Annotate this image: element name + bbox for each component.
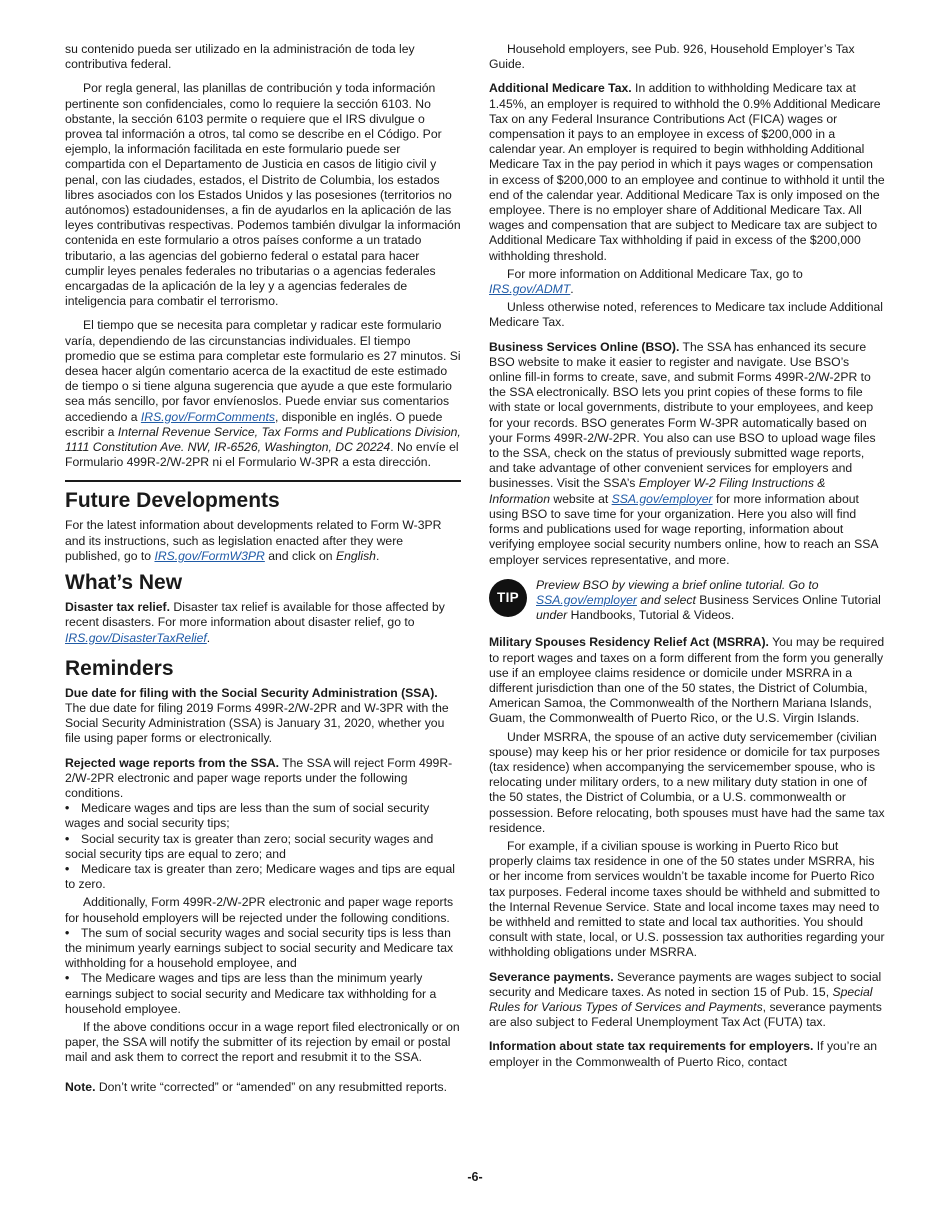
- tip-box: [489, 578, 885, 624]
- heading-future-developments: Future Developments: [65, 489, 280, 513]
- paragraph-state-tax: Information about state tax requirements for employers. If you’re an employer in the Commonwealth of Puerto Rico, contact: [489, 1039, 878, 1069]
- paragraph: For example, if a civilian spouse is working in Puerto Rico but properly claims tax residence in one of the 50 states under MSRRA, his or her income from services wouldn’t be taxable income for Puerto Rico tax purposes. Federal income taxes should be withheld and submitted to the Internal Revenue Service. State and local income taxes may need to be withheld and remitted to state and local tax authorities. You should consult with state, local, or U.S. possession tax authorities regarding your withholding obligations under MSRRA.: [489, 838, 885, 960]
- tip-icon: TIP: [489, 579, 527, 617]
- paragraph-disaster: Disaster tax relief. Disaster tax relief is available for those affected by recent disasters. For more information about disaster relief, go to IRS.gov/DisasterTaxRelief.: [65, 600, 445, 645]
- paragraph-amt-more: For more information on Additional Medicare Tax, go to IRS.gov/ADMT.: [489, 266, 803, 297]
- paragraph-amt: Additional Medicare Tax. In addition to withholding Medicare tax at 1.45%, an employer is required to withhold the 0.9% Additional Medicare Tax on any Federal Insurance Contributions Act (FICA) wages or compensation it pays to an employee in excess of $200,000 in a calendar year. An employer is required to begin withholding Additional Medicare Tax in the pay period in which it pays wages or compensation in excess of $200,000 to an employee and continue to withhold it until the end of the calendar year. Additional Medicare Tax is only imposed on the employee. There is no employer share of Additional Medicare Tax. All wages and compensation that are subject to Medicare tax are subject to Additional Medicare Tax withholding if paid in excess of the $200,000 withholding threshold.: [489, 81, 885, 263]
- heading-reminders: Reminders: [65, 656, 174, 680]
- paragraph: Por regla general, las planillas de contribución y toda información pertinente son confidenciales, como lo requiere la sección 6103. No obstante, la sección 6103 permite o requiere que el IRS divulgue o provea tal información a otros, tal como se describe en el Código. Por ejemplo, la información facilitada en este formulario puede ser compartida con el Departamento de Justicia en casos de litigio civil y penal, con las ciudades, estados, el Distrito de Columbia, los estados libres asociados con los Estados Unidos y las posesiones (territorios no autónomos) estadounidenses, a fin de ayudarlos en la aplicación de las leyes contributivas respectivas. Podemos también divulgar la información contenida en este formulario a otros países conforme a un tratado tributario, a las agencias del gobierno federal o estatal para hacer cumplir leyes penales federales no tributarias o a agencias federales encargadas de la aplicación de la ley y a agencias federales de inteligencia para combatir el terrorismo.: [65, 81, 461, 309]
- paragraph-future: For the latest information about developments related to Form W-3PR and its instructions, such as legislation enacted after they were published, go to IRS.gov/FormW3PR and click on English.: [65, 518, 442, 563]
- disaster-relief-link[interactable]: IRS.gov/DisasterTaxRelief: [65, 630, 207, 645]
- ssa-employer-tip-link[interactable]: SSA.gov/employer: [536, 592, 637, 607]
- list-item: • The Medicare wages and tips are less than the minimum yearly earnings subject to social security and Medicare tax withholding for a household employee.: [65, 971, 437, 1016]
- paragraph-msrra: Military Spouses Residency Relief Act (MSRRA). You may be required to report wages and taxes on a form different from the form you generally use if an employee claims residence or domicile under MSRRA in a different jurisdiction than one of the 50 states, the District of Columbia, American Samoa, the Commonwealth of the Northern Mariana Islands, Guam, the Commonwealth of Puerto Rico, or the U.S. Virgin Islands.: [489, 635, 885, 726]
- paragraph-due-date: Due date for filing with the Social Security Administration (SSA). The due date for filing 2019 Forms 499R-2/W-2PR and W-3PR with the Social Security Administration (SSA) is January 31, 2020, whether you file using paper forms or electronically.: [65, 685, 449, 746]
- paragraph: su contenido pueda ser utilizado en la administración de toda ley contributiva federal.: [65, 42, 415, 72]
- list-item: • Medicare wages and tips are less than the sum of social security wages and social security tips;: [65, 801, 430, 831]
- list-item: • The sum of social security wages and social security tips is less than the minimum yearly earnings subject to social security and Medicare tax withholding for a household employee, and: [65, 925, 454, 971]
- list-item: • Social security tax is greater than zero; social security wages and social security tips are equal to zero; and: [65, 831, 434, 861]
- heading-whats-new: What’s New: [65, 571, 183, 595]
- paragraph: Unless otherwise noted, references to Medicare tax include Additional Medicare Tax.: [489, 300, 883, 330]
- admt-link[interactable]: IRS.gov/ADMT: [489, 282, 571, 297]
- list-item: • Medicare tax is greater than zero; Medicare wages and tips are equal to zero.: [65, 861, 455, 892]
- ssa-employer-link[interactable]: SSA.gov/employer: [611, 491, 713, 506]
- paragraph: Household employers, see Pub. 926, Household Employer’s Tax Guide.: [489, 42, 855, 72]
- section-rule: [65, 480, 461, 482]
- paragraph-note: Note. Don’t write “corrected” or “amended” on any resubmitted reports.: [65, 1079, 448, 1094]
- formw3pr-link[interactable]: IRS.gov/FormW3PR: [154, 548, 265, 563]
- paragraph: If the above conditions occur in a wage report filed electronically or on paper, the SSA will notify the submitter of its rejection by email or postal mail and ask them to correct the report and resubmit it to the SSA.: [65, 1019, 460, 1065]
- formcomments-link[interactable]: IRS.gov/FormComments: [140, 409, 275, 424]
- bullet-icon: •: [65, 861, 70, 876]
- bullet-icon: •: [65, 801, 70, 816]
- paragraph: Under MSRRA, the spouse of an active duty servicemember (civilian spouse) may keep his or her prior residence or domicile for tax purposes (tax residence) when accompanying the servicemember spouse, who is relocating under military orders, to a new military duty station in one of the 50 states, the District of Columbia, or a U.S. commonwealth or possession. Before relocating, both spouses must have had the same tax residence.: [489, 729, 885, 835]
- paragraph-rejected: Rejected wage reports from the SSA. The SSA will reject Form 499R-2/W-2PR electronic and paper wage reports under the following conditions.: [65, 755, 453, 800]
- paragraph: Additionally, Form 499R-2/W-2PR electronic and paper wage reports for household employers will be rejected under the following conditions.: [65, 895, 454, 925]
- left-column: [65, 42, 461, 1095]
- right-column: [489, 42, 885, 1070]
- paragraph-severance: Severance payments. Severance payments are wages subject to social security and Medicare taxes. As noted in section 15 of Pub. 15, Special Rules for Various Types of Services and Payments, severance payments are also subject to Federal Unemployment Tax Act (FUTA) tax.: [489, 969, 882, 1030]
- bullet-icon: •: [65, 925, 70, 940]
- bullet-icon: •: [65, 971, 70, 986]
- paragraph-bso: Business Services Online (BSO). The SSA has enhanced its secure BSO website to make it easier to register and navigate. Use BSO’s online fill-in forms to create, save, and submit Forms 499R-2/W-2PR to the SSA electronically. BSO lets you print copies of these forms to file with state or local governments, distribute to your employees, and keep for your records. BSO generates Form W-3PR automatically based on your Forms 499R-2/W-2PR. You also can use BSO to upload wage files to the SSA, check on the status of previously submitted wage reports, and take advantage of other convenient services for employers and businesses. Visit the SSA’s Employer W-2 Filing Instructions & Information website at SSA.gov/employer for more information about using BSO to save time for your organization. Here you also will find forms and publications used for wage reporting, information about verifying employee social security numbers online, how to reach an SSA employer services representative, and more.: [489, 339, 878, 567]
- tip-text: Preview BSO by viewing a brief online tutorial. Go to SSA.gov/employer and select Business Services Online Tutorial under Handbooks, Tutorial & Videos.: [536, 577, 881, 623]
- bullet-icon: •: [65, 831, 70, 846]
- paragraph-burden: El tiempo que se necesita para completar y radicar este formulario varía, dependiendo de las circunstancias individuales. El tiempo promedio que se estima para completar este formulario es 27 minutos. Si desea hacer algún comentario acerca de la exactitud de este estimado de tiempo o si tiene alguna sugerencia que ayude a que este formulario sea más sencillo, por favor envíenoslos. Puede enviar sus comentarios accediendo a IRS.gov/FormComments, disponible en inglés. O puede escribir a Internal Revenue Service, Tax Forms and Publications Division, 1111 Constitution Ave. NW, IR-6526, Washington, DC 20224. No envíe el Formulario 499R-2/W-2PR ni el Formulario W-3PR a esta dirección.: [65, 318, 461, 470]
- page-number: -6-: [467, 1170, 483, 1184]
